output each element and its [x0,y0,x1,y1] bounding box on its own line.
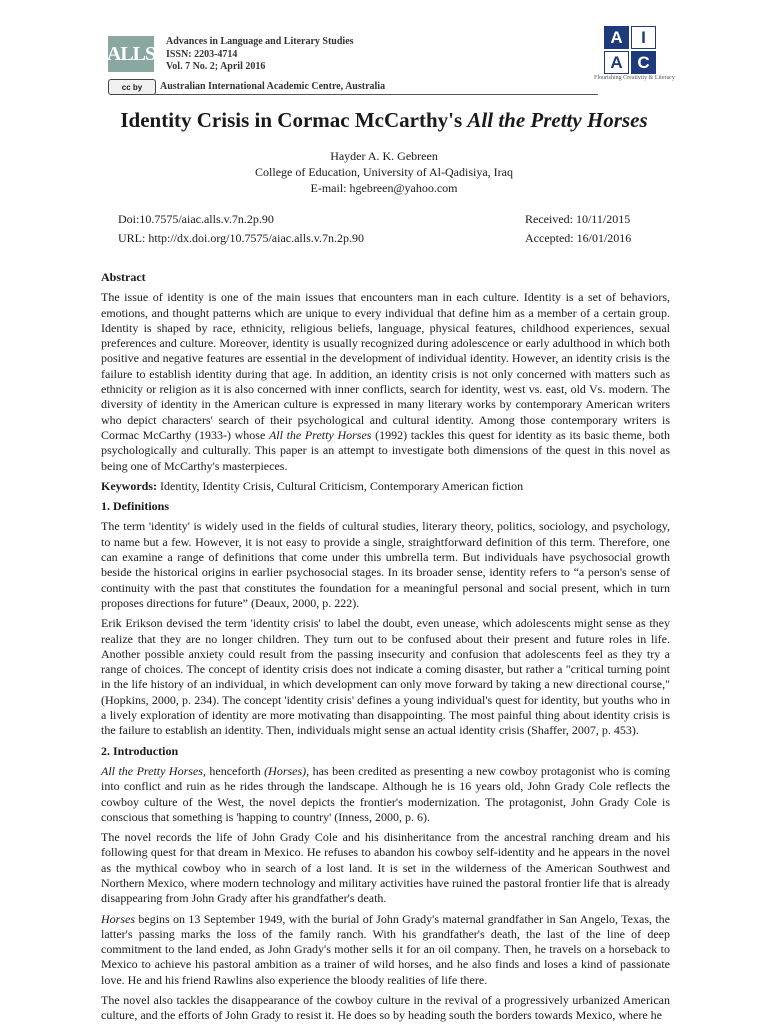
paragraph: The novel records the life of John Grady Cole and his disinheritance from the ancestral ranching dream and his following quest for that dream in Mexico. He refuses to abandon his cowboy self-identity and he appears in the novel as the mythical cowboy who in search of a lost land. It is set in the wilderness of the American Southwest and Northern Mexico, where modern technology and military activities have ruined the pastoral frontier life that is already disappearing from John Grady after his grandfather's death. [101,830,670,906]
publisher-name: Australian International Academic Centre, Australia [160,81,386,92]
article-title [0,108,768,133]
article-identifiers [118,210,364,248]
abstract-part: (1992) tackles this quest for identity as its basic theme, both psychologically and culturally. This paper is an attempt to investigate both dimensions of the quest in this novel as being one of McCarthy's masterpieces. [101,427,670,473]
aiac-letter: C [631,51,656,74]
aiac-letter: I [631,26,656,49]
title-italic: All the Pretty Horses [467,108,648,132]
received-date: Received: 10/11/2015 [525,212,631,226]
url[interactable]: URL: http://dx.doi.org/10.7575/aiac.alls.v.7n.2p.90 [118,231,364,245]
journal-logo: ALLS [108,36,154,72]
italic-text: All the Pretty Horses, [101,763,206,778]
keywords [101,479,670,494]
author-email[interactable]: E-mail: hgebreen@yahoo.com [310,181,458,195]
abstract-italic: All the Pretty Horses [268,427,372,442]
text: henceforth [205,763,265,778]
keywords-text: Identity, Identity Crisis, Cultural Criticism, Contemporary American fiction [157,478,524,493]
text: has been credited as presenting a new cowboy protagonist who is coming into conflict and ruin as he rides through the landscape. Although he is 16 years old, John Grady Cole reflects the cowboy culture of the West, the novel depicts the frontier's modernization. The protagonist, John Grady Cole is conscious that something is 'happing to country' (Inness, 2000, p. 6). [101,763,670,824]
paragraph: The term 'identity' is widely used in the fields of cultural studies, literary theory, politics, sociology, and psychology, to name but a few. However, it is not easy to provide a single, straightforward definition of this term. Therefore, one can examine a range of definitions that come under this umbrella term. But individuals have psychosocial growth beside the historical origins in earlier psychosocial stages. In its broader sense, identity refers to “a person's sense of continuity with the past that constitutes the foundation for a meaningful personal and social present, which in turn proposes directions for future” (Deaux, 2000, p. 222). [101,519,670,610]
aiac-letter: A [604,26,629,49]
author-name: Hayder A. K. Gebreen [330,149,438,163]
paragraph: The novel also tackles the disappearance of the cowboy culture in the revival of a progressively urbanized American culture, and the efforts of John Grady to resist it. He does so by heading south the borders towards Mexico, where he [101,993,670,1023]
abstract-part: The issue of identity is one of the main issues that encounters man in each culture. Identity is a set of behaviors, emotions, and thought patterns which are unique to every individual that define him as a member of a certain group. Identity is shaped by race, ethnicity, religious beliefs, language, physical features, childhood experiences, sexual preferences and culture. Moreover, identity is usually recognized during adolescence or early adulthood in which both positive and negative features are essential in the development of individual identity. However, an identity crisis is the failure to establish identity during that age. In addition, an identity crisis is not only concerned with matters such as ethnicity or religion as it is also concerned with inner conflicts, search for identity, west vs. east, old Vs. modern. The diversity of identity in the American culture is expressed in many literary works by contemporary American writers who depict characters' search of their psychological and cultural identity. Among those contemporary writers is Cormac McCarthy (1933-) whose [101,290,670,442]
author-affiliation: College of Education, University of Al-Qadisiya, Iraq [255,165,513,179]
journal-issn: ISSN: 2203-4714 [166,48,238,60]
journal-meta [166,36,354,74]
italic-text: Horses [101,911,136,926]
keywords-label: Keywords: [101,478,157,493]
paragraph: Erik Erikson devised the term 'identity crisis' to label the doubt, even unease, which adolescents might sense as they realize that they are no longer children. They turn out to be confused about their present and future roles in life. Another possible anxiety could result from the passing insecurity and confusion that adolescents feel as they try a range of choices. The concept of identity crisis does not indicate a coming disaster, but rather a "critical turning point in the life history of an individual, in which development can only move forward by taking a new directional course," (Hopkins, 2000, p. 234). The concept 'identity crisis' defines a young individual's quest for identity, but youths who in a lively exploration of identity are more motivating than disappointing. The most painful thing about identity crisis is the failure to establish an identity. Then, individuals might sense an actual identity crisis (Shaffer, 2007, p. 453). [101,616,670,738]
section-heading-definitions: 1. Definitions [101,499,170,514]
journal-name: Advances in Language and Literary Studies [166,36,354,47]
author-block [0,148,768,196]
header-rule [154,94,598,95]
paragraph [101,764,670,825]
paragraph [101,912,670,988]
aiac-letter: A [604,51,629,74]
journal-volume: Vol. 7 No. 2; April 2016 [166,61,266,72]
title-text: Identity Crisis in Cormac McCarthy's [120,108,468,132]
article-body [101,266,670,1029]
article-dates [525,210,631,248]
abstract-text [101,290,670,474]
aiac-tagline: Flourishing Creativity & Literacy [594,75,675,81]
section-heading-introduction: 2. Introduction [101,743,179,758]
journal-header [106,27,675,96]
creative-commons-icon: cc by [108,79,156,95]
text: begins on 13 September 1949, with the burial of John Grady's maternal grandfather in San Angelo, Texas, the latter's passing marks the loss of the family ranch. With his grandfather's death, the last of the line of deep commitment to the land ended, as John Grady's mother sells it for an oil company. Then, he travels on a horseback to Mexico to achieve his pastoral ambition as a trainer of wild horses, and he also finds and loses a kind of passionate love. He and his friend Rawlins also experience the bloody realities of life there. [101,911,670,987]
doi[interactable]: Doi:10.7575/aiac.alls.v.7n.2p.90 [118,212,274,226]
accepted-date: Accepted: 16/01/2016 [525,231,632,245]
abstract-heading: Abstract [101,270,146,284]
italic-text: (Horses), [264,763,310,778]
aiac-logo [594,26,675,96]
